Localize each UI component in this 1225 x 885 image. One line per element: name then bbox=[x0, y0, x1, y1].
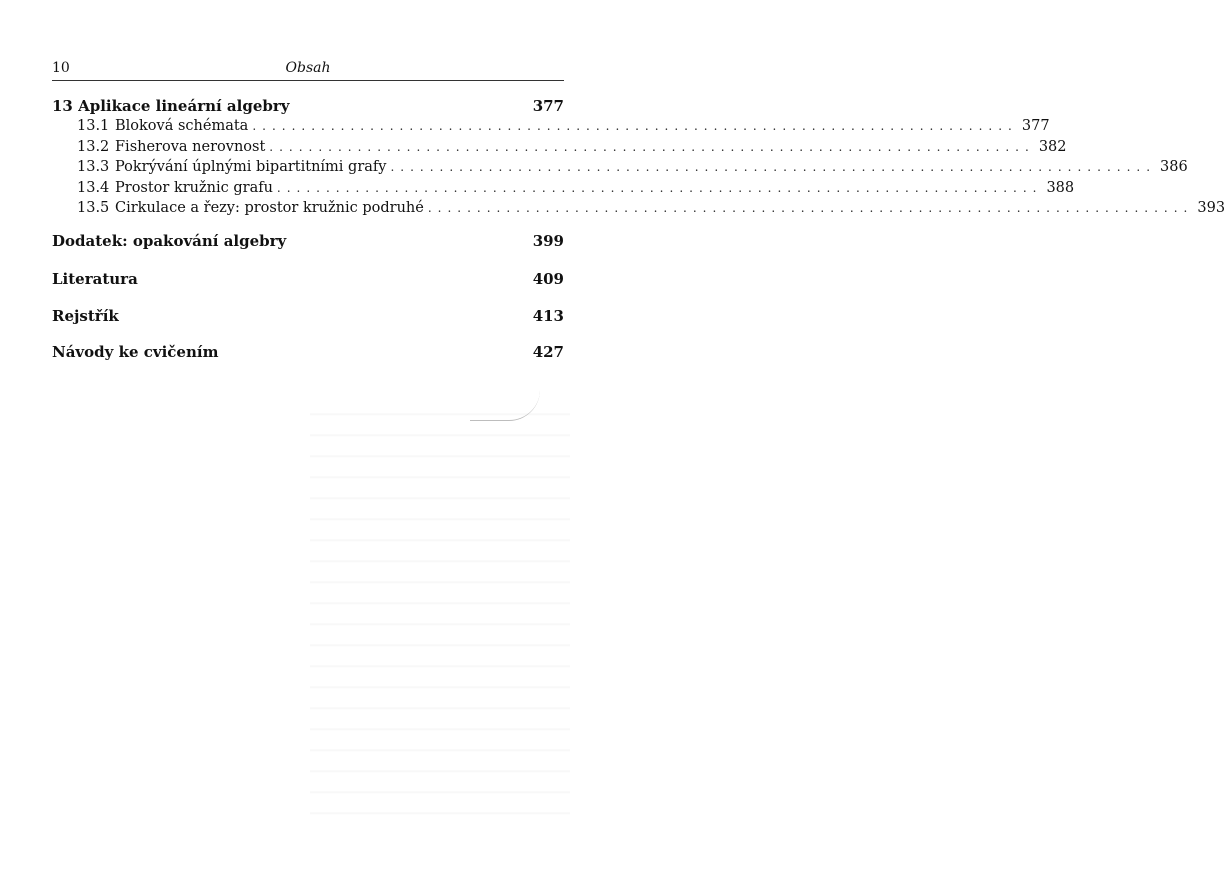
running-title: Obsah bbox=[285, 60, 331, 76]
toc-section bbox=[52, 198, 1225, 219]
section-page: 386 bbox=[1160, 159, 1188, 175]
toc-hints bbox=[52, 342, 564, 362]
toc-section bbox=[52, 178, 1075, 199]
section-page: 382 bbox=[1038, 138, 1067, 155]
running-header bbox=[52, 60, 564, 82]
appendix-title: Dodatek: opakování algebry bbox=[52, 231, 287, 250]
section-page: 388 bbox=[1046, 179, 1075, 196]
section-title: Pokrývání úplnými bipartitními grafy bbox=[115, 159, 387, 175]
leader-dots: .............................................................................. bbox=[427, 201, 1194, 215]
section-page: 393 bbox=[1197, 200, 1225, 216]
toc-appendix bbox=[52, 231, 564, 251]
section-title: Fisherova nerovnost bbox=[115, 138, 266, 155]
leader-dots: .............................................................................. bbox=[269, 139, 1035, 154]
header-rule bbox=[52, 80, 564, 81]
index-page: 413 bbox=[532, 306, 564, 325]
index-title: Rejstřík bbox=[52, 306, 119, 325]
appendix-page: 399 bbox=[532, 231, 564, 250]
table-of-contents bbox=[52, 96, 1225, 362]
hints-title: Návody ke cvičením bbox=[52, 342, 219, 361]
leader-dots: .............................................................................. bbox=[252, 119, 1018, 133]
section-number: 13.3 bbox=[77, 159, 110, 175]
toc-literature bbox=[52, 269, 564, 289]
section-title: Prostor kružnic grafu bbox=[115, 179, 273, 196]
toc-section bbox=[52, 137, 1067, 158]
show-through-text bbox=[310, 395, 570, 825]
section-number: 13.2 bbox=[77, 138, 110, 155]
section-number: 13.4 bbox=[77, 179, 110, 196]
leader-dots: .............................................................................. bbox=[390, 160, 1157, 174]
toc-section bbox=[52, 157, 1188, 178]
literature-page: 409 bbox=[532, 269, 564, 288]
page-number: 10 bbox=[52, 60, 70, 76]
chapter-page: 377 bbox=[532, 97, 564, 115]
toc-section bbox=[52, 116, 1050, 137]
hints-page: 427 bbox=[532, 342, 564, 361]
section-title: Cirkulace a řezy: prostor kružnic podruhé bbox=[115, 200, 424, 216]
toc-chapter-13 bbox=[52, 96, 564, 116]
chapter-title: 13 Aplikace lineární algebry bbox=[52, 97, 290, 115]
toc-index bbox=[52, 306, 564, 326]
section-page: 377 bbox=[1021, 118, 1050, 134]
section-number: 13.5 bbox=[77, 200, 110, 216]
section-title: Bloková schémata bbox=[115, 118, 249, 134]
section-number: 13.1 bbox=[77, 118, 110, 134]
literature-title: Literatura bbox=[52, 269, 138, 288]
leader-dots: .............................................................................. bbox=[276, 180, 1043, 195]
